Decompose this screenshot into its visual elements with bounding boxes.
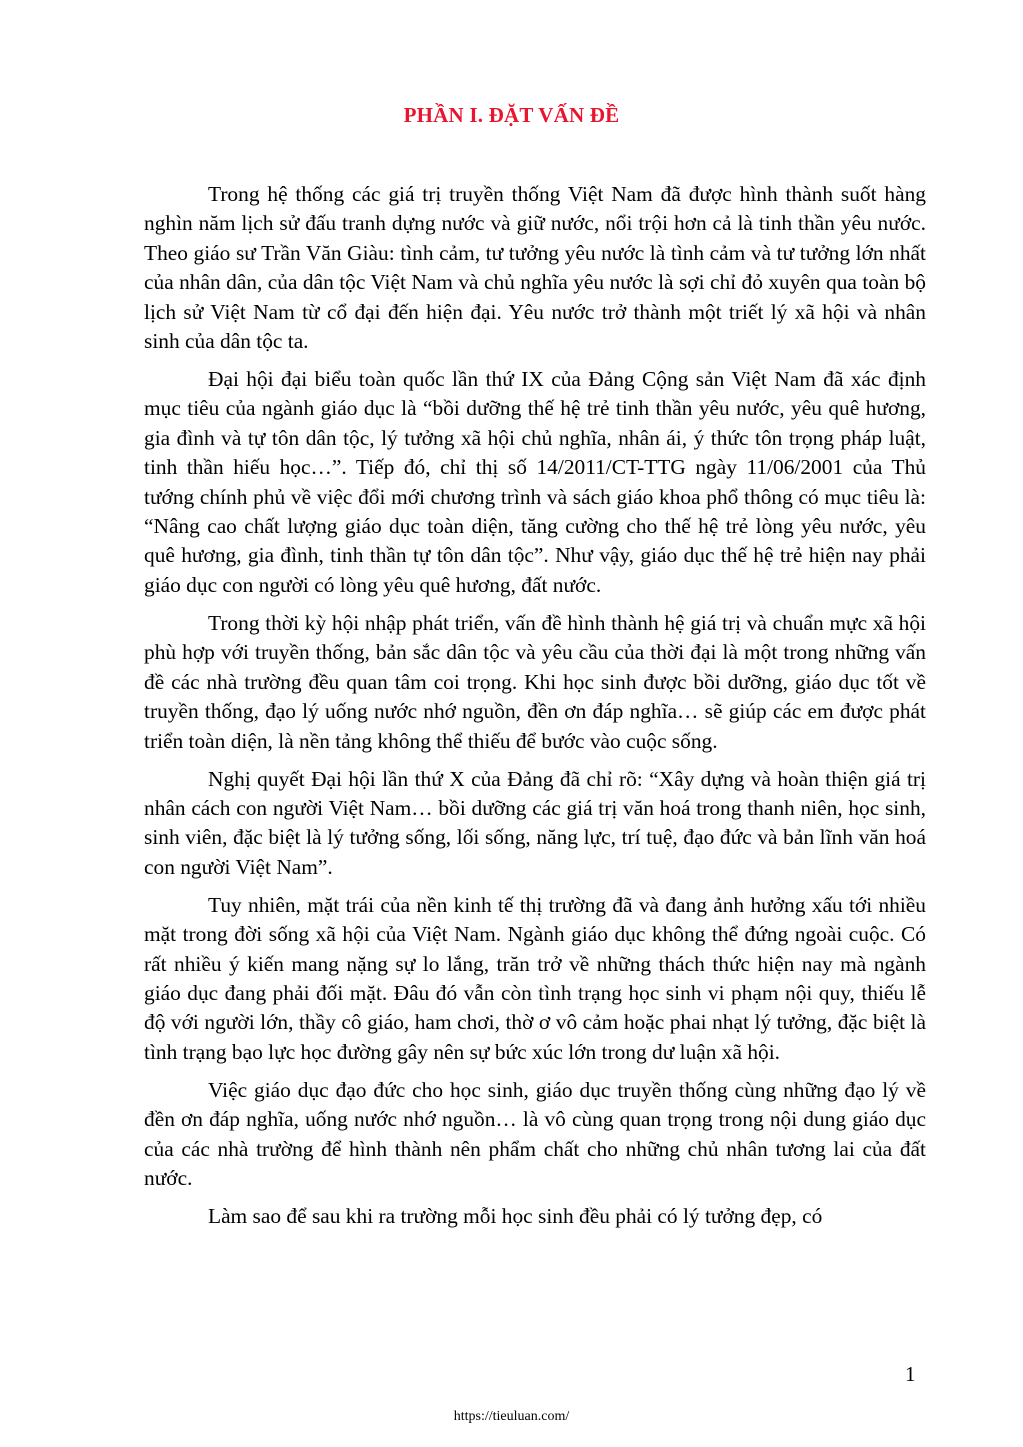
paragraph-3: Trong thời kỳ hội nhập phát triển, vấn đề hình thành hệ giá trị và chuẩn mực xã hội phù hợp với truyền thống, bản sắc dân tộc và yêu cầu của thời đại là một trong những vấn đề các nhà trường đều quan tâm coi trọng. Khi học sinh được bồi dưỡng, giáo dục tốt về truyền thống, đạo lý uống nước nhớ nguồn, đền ơn đáp nghĩa… sẽ giúp các em được phát triển toàn diện, là nền tảng không thể thiếu để bước vào cuộc sống. [144,610,926,753]
paragraph-2: Đại hội đại biểu toàn quốc lần thứ IX của Đảng Cộng sản Việt Nam đã xác định mục tiêu của ngành giáo dục là “bồi dưỡng thế hệ trẻ tinh thần yêu nước, yêu quê hương, gia đình và tự tôn dân tộc, lý tưởng xã hội chủ nghĩa, nhân ái, ý thức tôn trọng pháp luật, tinh thần hiếu học…”. Tiếp đó, chỉ thị số 14/2011/CT-TTG ngày 11/06/2001 của Thủ tướng chính phủ về việc đổi mới chương trình và sách giáo khoa phổ thông có mục tiêu là: “Nâng cao chất lượng giáo dục toàn diện, tăng cường cho thế hệ trẻ lòng yêu nước, yêu quê hương, gia đình, tinh thần tự tôn dân tộc”. Như vậy, giáo dục thế hệ trẻ hiện nay phải giáo dục con người có lòng yêu quê hương, đất nước. [144,367,926,597]
paragraph-5: Tuy nhiên, mặt trái của nền kinh tế thị trường đã và đang ảnh hưởng xấu tới nhiều mặt trong đời sống xã hội của Việt Nam. Ngành giáo dục không thể đứng ngoài cuộc. Có rất nhiều ý kiến mang nặng sự lo lắng, trăn trở về những thách thức hiện nay mà ngành giáo dục đang phải đối mặt. Đâu đó vẫn còn tình trạng học sinh vi phạm nội quy, thiếu lễ độ với người lớn, thầy cô giáo, ham chơi, thờ ơ vô cảm hoặc phai nhạt lý tưởng, đặc biệt là tình trạng bạo lực học đường gây nên sự bức xúc lớn trong dư luận xã hội. [144,892,926,1064]
footer-url[interactable]: https://tieuluan.com/ [453,1409,570,1424]
paragraph-4: Nghị quyết Đại hội lần thứ X của Đảng đã chỉ rõ: “Xây dựng và hoàn thiện giá trị nhân cách con người Việt Nam… bồi dưỡng các giá trị văn hoá trong thanh niên, học sinh, sinh viên, đặc biệt là lý tưởng sống, lối sống, năng lực, trí tuệ, đạo đức và bản lĩnh văn hoá con người Việt Nam”. [144,766,926,879]
section-heading: PHẦN I. ĐẶT VẤN ĐỀ [403,103,620,127]
paragraph-7: Làm sao để sau khi ra trường mỗi học sinh đều phải có lý tưởng đẹp, có [208,1203,823,1228]
body-text [144,180,926,1240]
page-number: 1 [905,1362,916,1386]
paragraph-1: Trong hệ thống các giá trị truyền thống Việt Nam đã được hình thành suốt hàng nghìn năm lịch sử đấu tranh dựng nước và giữ nước, nổi trội hơn cả là tinh thần yêu nước. Theo giáo sư Trần Văn Giàu: tình cảm, tư tưởng yêu nước là tình cảm và tư tưởng lớn nhất của nhân dân, của dân tộc Việt Nam và chủ nghĩa yêu nước là sợi chỉ đỏ xuyên qua toàn bộ lịch sử Việt Nam từ cổ đại đến hiện đại. Yêu nước trở thành một triết lý xã hội và nhân sinh của dân tộc ta. [144,182,926,354]
paragraph-6: Việc giáo dục đạo đức cho học sinh, giáo dục truyền thống cùng những đạo lý về đền ơn đáp nghĩa, uống nước nhớ nguồn… là vô cùng quan trọng trong nội dung giáo dục của các nhà trường để hình thành nên phẩm chất cho những chủ nhân tương lai của đất nước. [144,1077,926,1190]
